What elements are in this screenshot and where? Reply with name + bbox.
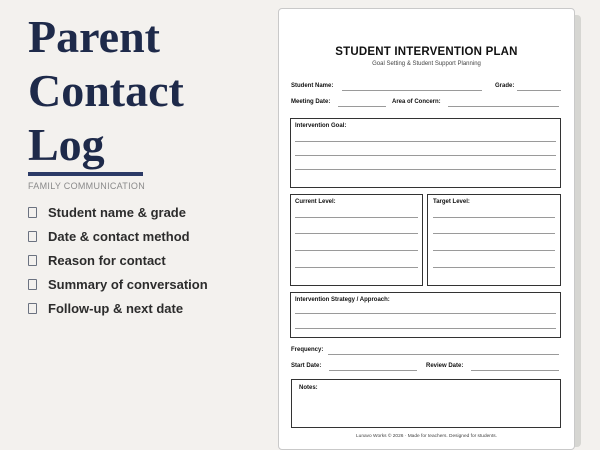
grade-label: Grade: xyxy=(495,83,515,89)
writing-line xyxy=(295,313,556,314)
area-of-concern-label: Area of Concern: xyxy=(392,99,441,105)
intervention-goal-box xyxy=(290,118,561,188)
writing-line xyxy=(433,217,555,218)
writing-line xyxy=(295,169,556,170)
frequency-label: Frequency: xyxy=(291,347,324,353)
frequency-line xyxy=(328,354,559,355)
list-item xyxy=(28,248,268,272)
target-level-box xyxy=(427,194,561,286)
document-icon xyxy=(28,255,37,266)
review-date-label: Review Date: xyxy=(426,363,464,369)
strategy-label: Intervention Strategy / Approach: xyxy=(295,297,390,303)
writing-line xyxy=(295,141,556,142)
target-level-label: Target Level: xyxy=(433,199,470,205)
list-item xyxy=(28,200,268,224)
document-icon xyxy=(28,207,37,218)
writing-line xyxy=(295,328,556,329)
worksheet-preview xyxy=(278,8,575,450)
writing-line xyxy=(433,267,555,268)
student-name-line xyxy=(342,90,482,91)
current-level-box xyxy=(290,194,423,286)
start-date-line xyxy=(329,370,417,371)
writing-line xyxy=(295,250,418,251)
feature-list xyxy=(28,200,268,320)
feature-label: Date & contact method xyxy=(48,228,190,244)
worksheet-footer: Lunavo Works © 2026 · Made for teachers. Designed for students. xyxy=(355,434,498,439)
notes-label: Notes: xyxy=(299,385,318,391)
review-date-line xyxy=(471,370,559,371)
list-item xyxy=(28,224,268,248)
meeting-date-line xyxy=(338,106,386,107)
document-icon xyxy=(28,303,37,314)
document-icon xyxy=(28,231,37,242)
feature-label: Reason for contact xyxy=(48,252,166,268)
subtitle: FAMILY COMMUNICATION xyxy=(28,181,146,191)
worksheet-title: STUDENT INTERVENTION PLAN xyxy=(335,46,518,58)
title-line: Log xyxy=(28,119,105,170)
writing-line xyxy=(295,267,418,268)
strategy-box xyxy=(290,292,561,338)
start-date-label: Start Date: xyxy=(291,363,322,369)
writing-line xyxy=(433,233,555,234)
student-name-label: Student Name: xyxy=(291,83,334,89)
page-title xyxy=(28,10,258,172)
worksheet-subtitle: Goal Setting & Student Support Planning xyxy=(372,61,481,67)
list-item xyxy=(28,272,268,296)
current-level-label: Current Level: xyxy=(295,199,336,205)
feature-label: Follow-up & next date xyxy=(48,300,184,316)
intervention-goal-label: Intervention Goal: xyxy=(295,123,347,129)
title-underline xyxy=(28,172,143,176)
feature-label: Student name & grade xyxy=(48,204,186,220)
feature-label: Summary of conversation xyxy=(48,276,208,292)
writing-line xyxy=(295,233,418,234)
notes-box xyxy=(291,379,561,428)
meeting-date-label: Meeting Date: xyxy=(291,99,331,105)
area-of-concern-line xyxy=(448,106,559,107)
document-icon xyxy=(28,279,37,290)
title-line: Parent xyxy=(28,11,161,62)
list-item xyxy=(28,296,268,320)
grade-line xyxy=(517,90,561,91)
writing-line xyxy=(295,155,556,156)
writing-line xyxy=(433,250,555,251)
title-line: Contact xyxy=(28,65,184,116)
writing-line xyxy=(295,217,418,218)
